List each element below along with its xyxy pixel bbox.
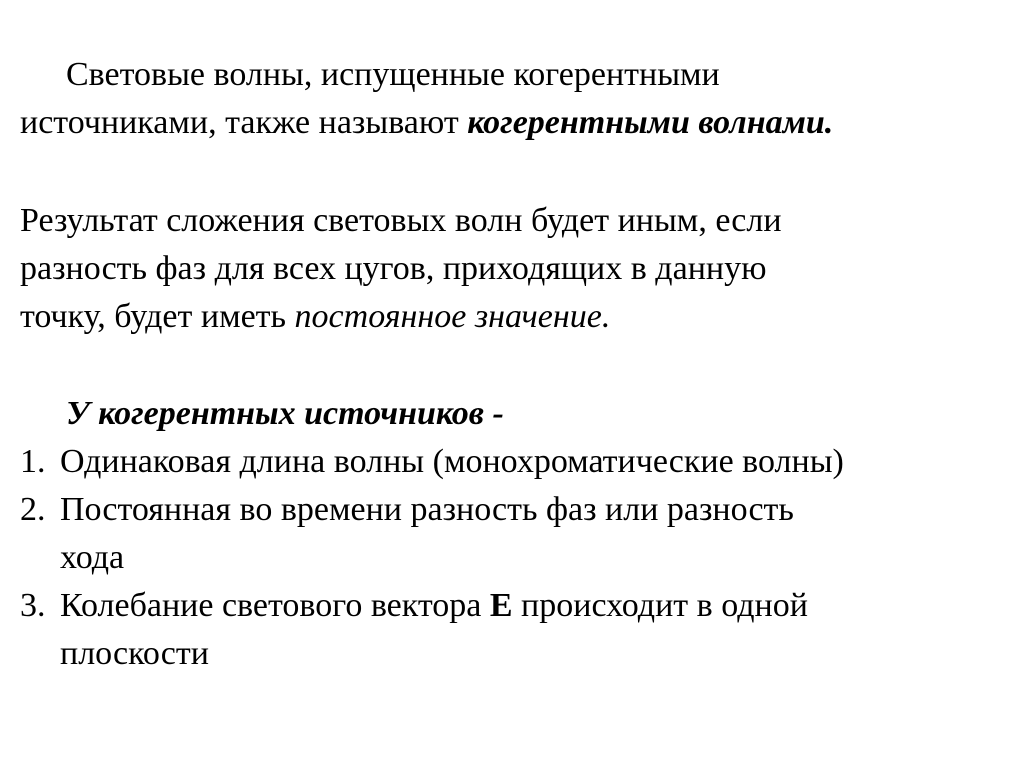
list-text: происходит в одной: [512, 587, 808, 624]
paragraph2-line3: [20, 293, 1010, 341]
list-number: 2.: [20, 491, 46, 528]
paragraph2-line2: разность фаз для всех цугов, приходящих в данную: [20, 250, 767, 287]
list-item-1-line1: [20, 438, 1010, 486]
vector-e-symbol: Е: [489, 587, 513, 624]
list-item-2-line2: хода: [60, 539, 125, 576]
paragraph-phase-difference: [20, 197, 1010, 341]
list-item-2-line1: [20, 486, 1010, 534]
list-item: [20, 582, 1010, 678]
conditions-heading-block: [20, 390, 1010, 438]
list-item: [20, 486, 1010, 582]
conditions-list: [20, 438, 1010, 678]
term-coherent-waves: когерентными волнами.: [467, 104, 834, 141]
list-text: Постоянная во времени разность фаз или разность: [60, 491, 794, 528]
paragraph2-line3-text: точку, будет иметь: [20, 298, 295, 335]
list-item-3-line2: плоскости: [60, 635, 209, 672]
paragraph1-line1: Световые волны, испущенные когерентными: [66, 56, 720, 93]
list-number: 1.: [20, 443, 46, 480]
list-item-3-line1: [20, 582, 1010, 630]
paragraph-coherent-waves: [20, 51, 1010, 147]
list-number: 3.: [20, 587, 46, 624]
paragraph1-line2-text: источниками, также называют: [20, 104, 468, 141]
paragraph1-line2: [20, 99, 1010, 147]
term-constant-value: постоянное значение.: [294, 298, 611, 335]
conditions-heading: У когерентных источников -: [66, 395, 504, 432]
paragraph2-line1: Результат сложения световых волн будет иным, если: [20, 202, 782, 239]
list-item: [20, 438, 1010, 486]
list-text: Колебание светового вектора: [60, 587, 490, 624]
list-text: Одинаковая длина волны (монохроматические волны): [60, 443, 844, 480]
